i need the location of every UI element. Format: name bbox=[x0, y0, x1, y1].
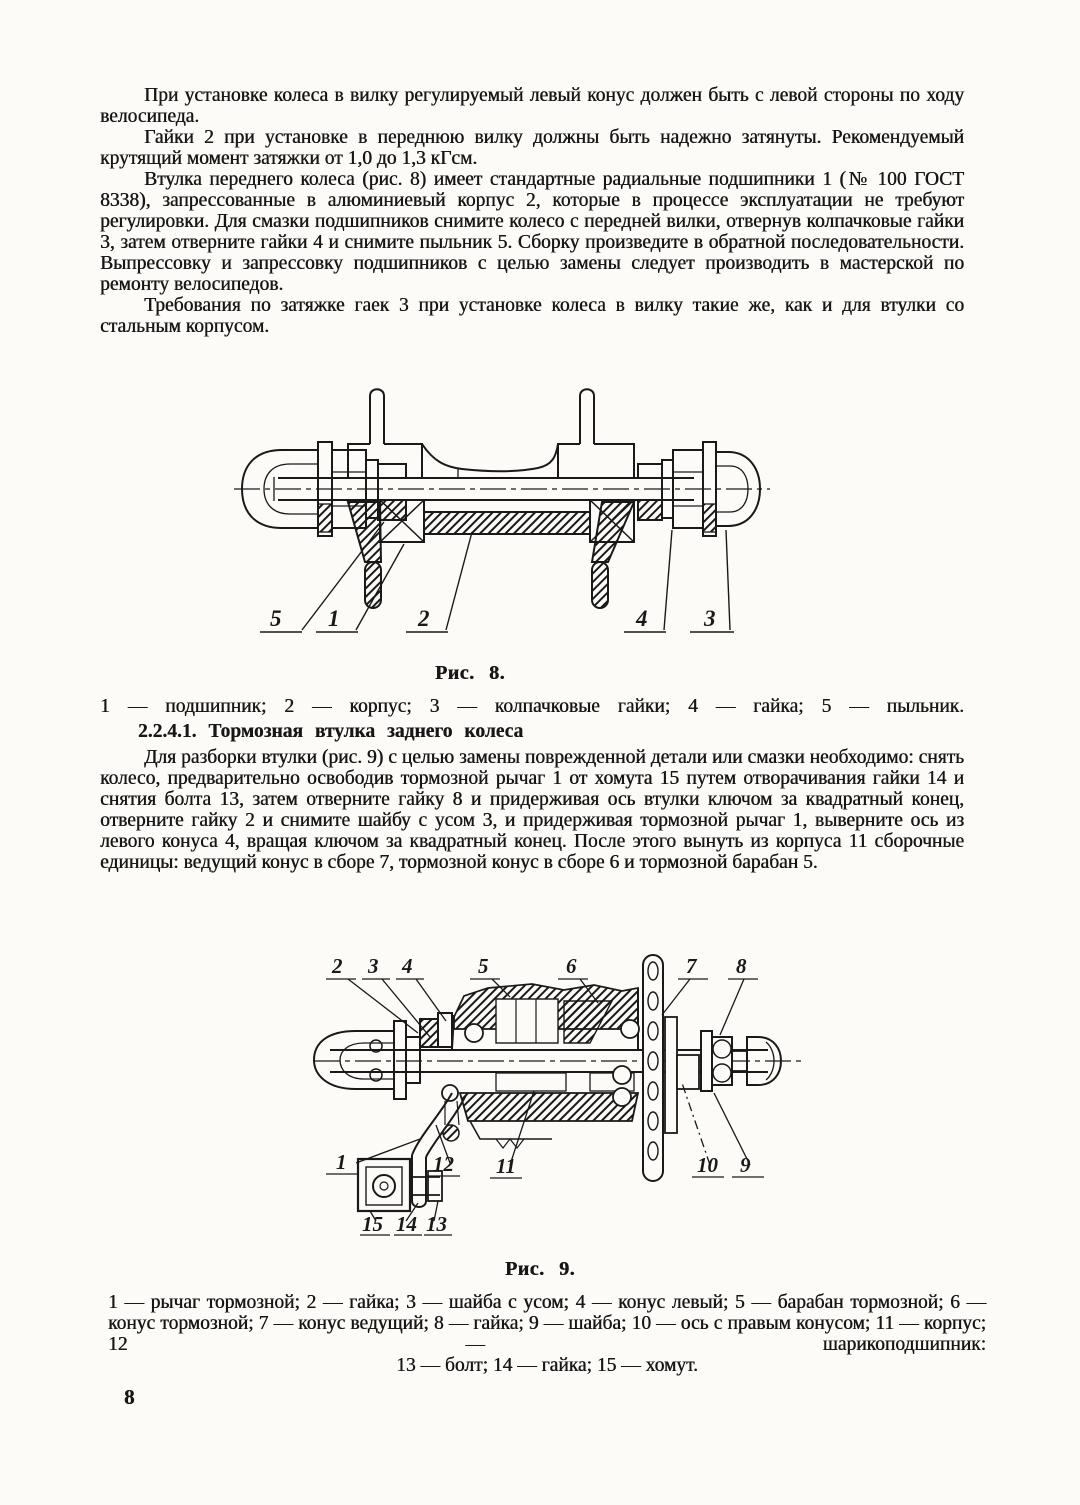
figure-9-caption: 1 — рычаг тормозной; 2 — гайка; 3 — шайба с усом; 4 — конус левый; 5 — барабан тормозной; 6 — конус тормозной; 7 — конус ведущий; 8 — гайка; 9 — шайба; 10 — ось с правым конусом; 11 — корпус; 12 — шарикоподшипник: bbox=[108, 1292, 986, 1355]
figure-8-drawing bbox=[222, 380, 782, 652]
figure-9-label-4: 4 bbox=[402, 954, 413, 978]
figure-8-label-2: 2 bbox=[418, 606, 430, 631]
figure-9-label-2: 2 bbox=[332, 954, 343, 978]
figure-8-label-3: 3 bbox=[704, 606, 716, 631]
cap-nut-left bbox=[314, 1031, 394, 1089]
hub-barrel-top bbox=[422, 444, 558, 471]
hub-shell-section bbox=[424, 512, 590, 534]
section-text-block bbox=[100, 747, 964, 873]
figure-9-drawing bbox=[300, 943, 815, 1243]
sprocket-chain bbox=[643, 955, 663, 1181]
locknut-left bbox=[406, 1037, 420, 1083]
figure-9-label-8: 8 bbox=[736, 954, 747, 978]
flange-right bbox=[558, 389, 634, 478]
paragraph: При установке колеса в вилку регулируемый левый конус должен быть с левой стороны по ходу велосипеда. bbox=[100, 85, 964, 127]
axle-cone-block bbox=[677, 1055, 699, 1089]
cone-dustcap-right bbox=[638, 464, 662, 520]
figure-9-label-14: 14 bbox=[396, 1212, 417, 1236]
paragraph: Гайки 2 при установке в переднюю вилку должны быть надежно затянуты. Рекомендуемый крутящий момент затяжки от 1,0 до 1,3 кГсм. bbox=[100, 127, 964, 169]
figure-9-label-13: 13 bbox=[426, 1212, 447, 1236]
figure-9-label-6: 6 bbox=[566, 954, 577, 978]
page-number: 8 bbox=[124, 1385, 135, 1409]
clamp-assembly bbox=[358, 1159, 442, 1211]
washer-left bbox=[394, 1021, 406, 1099]
hub-shell-lower bbox=[460, 1093, 638, 1148]
spoke-flange-left bbox=[348, 502, 381, 608]
washer-right bbox=[701, 1031, 712, 1091]
figure-9-label-7: 7 bbox=[686, 954, 697, 978]
figure-8-title: Рис. 8. bbox=[434, 662, 506, 684]
bearing-balls-right bbox=[613, 1066, 631, 1106]
figure-9-label-5: 5 bbox=[478, 954, 489, 978]
figure-9-caption-last-line: 13 — болт; 14 — гайка; 15 — хомут. bbox=[396, 1355, 698, 1376]
front-hub-diagram bbox=[222, 380, 782, 652]
bearing-ball-top-left bbox=[465, 1024, 483, 1042]
sprocket-plate bbox=[665, 1017, 677, 1133]
paragraph: Для разборки втулки (рис. 9) с целью замены поврежденной детали или смазки необходимо: снять колесо, предварительно освободив тормозной рычаг 1 от хомута 15 путем отворачивания гайки 14 и снятия болта 13, затем отверните гайку 8 и придерживая ось втулки ключом за квадратный конец, отверните гайку 2 и снимите шайбу с усом 3, и придерживая тормозной рычаг 1, выверните ось из левого конуса 4, вращая ключом за квадратный конец. После этого вынуть из корпуса 11 сборочные единицы: ведущий конус в сборе 7, тормозной конус в сборе 6 и тормозной барабан 5. bbox=[100, 747, 964, 873]
intro-text-block bbox=[100, 85, 964, 337]
figure-9-title: Рис. 9. bbox=[504, 1258, 576, 1280]
figure-8-caption: 1 — подшипник; 2 — корпус; 3 — колпачковые гайки; 4 — гайка; 5 — пыльник. bbox=[100, 696, 964, 717]
paragraph: Требования по затяжке гаек 3 при установке колеса в вилку такие же, как и для втулки со стальным корпусом. bbox=[100, 295, 964, 337]
figure-9-label-10: 10 bbox=[697, 1153, 718, 1177]
figure-8-label-4: 4 bbox=[636, 606, 648, 631]
paragraph: Втулка переднего колеса (рис. 8) имеет стандартные радиальные подшипники 1 (№ 100 ГОСТ 8338), запрессованные в алюминиевый корпус 2, которые в процессе эксплуатации не требуют регулировки. Для смазки подшипников снимите колесо с передней вилки, отвернув колпачковые гайки 3, затем отверните гайки 4 и снимите пыльник 5. Сборку произведите в обратной последовательности. Выпрессовку и запрессовку подшипников с целью замены следует производить в мастерской по ремонту велосипедов. bbox=[100, 169, 964, 295]
spoke-flange-right bbox=[592, 502, 634, 608]
figure-9-label-1: 1 bbox=[336, 1150, 347, 1174]
nut-right bbox=[712, 1037, 732, 1085]
figure-9-label-15: 15 bbox=[362, 1212, 383, 1236]
brake-lever-arm bbox=[412, 1093, 466, 1207]
figure-9-label-9: 9 bbox=[740, 1153, 751, 1177]
figure-9-caption-block bbox=[108, 1292, 986, 1376]
hub-inner-left bbox=[496, 1073, 566, 1091]
brake-cone-parts bbox=[496, 999, 612, 1043]
figure-9-label-11: 11 bbox=[496, 1154, 516, 1178]
figure-8-label-5: 5 bbox=[270, 606, 282, 631]
bearing-ball-top-right bbox=[621, 1020, 639, 1038]
figure-8-label-1: 1 bbox=[328, 606, 340, 631]
section-heading: 2.2.4.1. Тормозная втулка заднего колеса bbox=[138, 721, 524, 742]
figure-9-label-12: 12 bbox=[433, 1152, 454, 1176]
figure-9-label-3: 3 bbox=[368, 954, 379, 978]
rear-brake-hub-diagram bbox=[300, 943, 815, 1243]
